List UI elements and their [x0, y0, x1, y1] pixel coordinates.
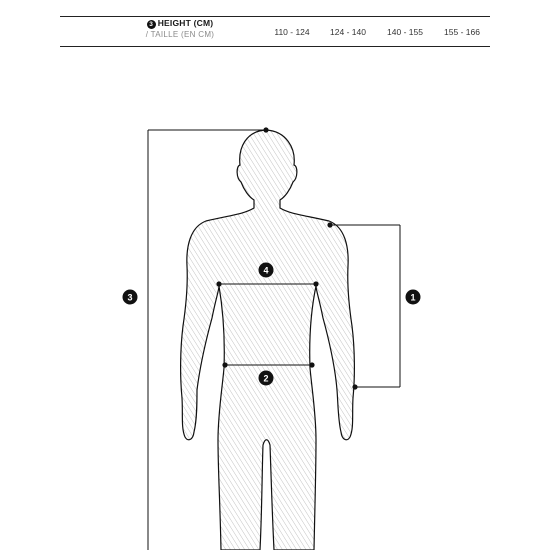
marker-label: 4: [263, 265, 269, 276]
marker-chest: [259, 263, 274, 278]
number-badge: 3: [147, 20, 156, 29]
table-cell: 124 - 140: [330, 27, 366, 37]
table-cell: 110 - 124: [274, 27, 310, 37]
height-label: HEIGHT (CM): [157, 18, 214, 28]
row-sublabel: / TAILLE (EN CM): [145, 30, 215, 39]
table-cell: 140 - 155: [387, 27, 423, 37]
marker-waist: [259, 371, 274, 386]
marker-height: [123, 290, 138, 305]
human-silhouette: [181, 130, 355, 550]
marker-label: 1: [410, 292, 416, 303]
marker-arm: [406, 290, 421, 305]
marker-label: 3: [127, 292, 133, 303]
table-cell: 155 - 166: [444, 27, 480, 37]
marker-label: 2: [263, 373, 269, 384]
